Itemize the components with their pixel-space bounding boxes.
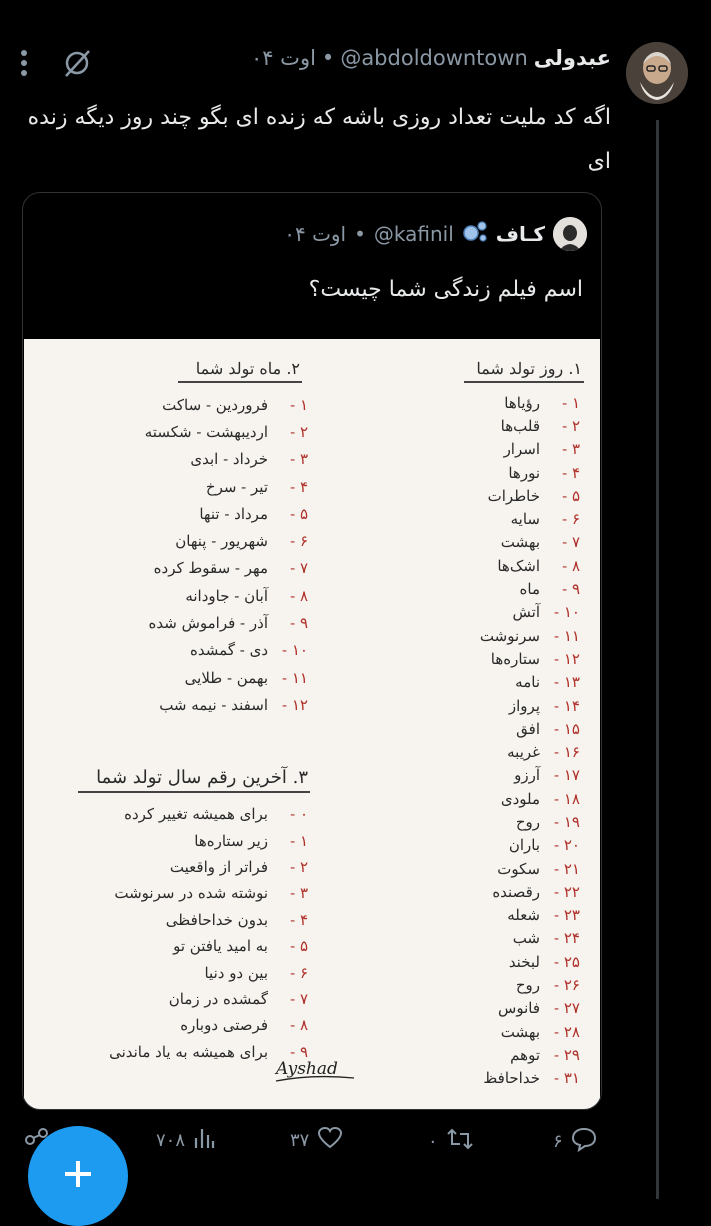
repost-button[interactable] bbox=[428, 1126, 474, 1157]
list-item-number: ۲۷ - bbox=[554, 999, 580, 1018]
list-item-text: خاطرات bbox=[487, 486, 540, 505]
list-item-number: ۶ - bbox=[562, 510, 580, 529]
list-item-number: ۷ - bbox=[290, 559, 308, 578]
list-item-text: فروردین - ساکت bbox=[162, 395, 268, 414]
list-item-text: فانوس bbox=[498, 999, 540, 1018]
list-item-number: ۱۵ - bbox=[554, 719, 580, 738]
list-item-text: بهشت bbox=[500, 1022, 540, 1041]
list-item-text: فراتر از واقعیت bbox=[169, 857, 268, 876]
list-item-number: ۳۱ - bbox=[554, 1069, 580, 1088]
list-item bbox=[430, 787, 580, 810]
list-item-text: خرداد - ابدی bbox=[190, 450, 268, 469]
list-item-text: بین دو دنیا bbox=[204, 963, 268, 982]
quote-text: اسم فیلم زندگی شما چیست؟ bbox=[308, 277, 583, 302]
list-item-text: مهر - سقوط کرده bbox=[153, 559, 268, 578]
list-item-text: آبان - جاودانه bbox=[185, 586, 268, 605]
list-item-text: ستاره‌ها bbox=[490, 649, 540, 668]
list-item-number: ۲۳ - bbox=[554, 906, 580, 925]
list-item-text: افق bbox=[516, 719, 540, 738]
list-item bbox=[48, 959, 308, 985]
list-item-number: ۷ - bbox=[290, 989, 308, 1008]
list-item bbox=[430, 554, 580, 577]
list-item-text: روح bbox=[515, 812, 540, 831]
list-item bbox=[48, 801, 308, 827]
list-item-text: اردیبهشت - شکسته bbox=[144, 422, 268, 441]
list-item-number: ۱ - bbox=[290, 831, 308, 850]
quote-avatar[interactable] bbox=[553, 217, 587, 251]
quoted-tweet[interactable] bbox=[22, 192, 602, 1110]
dot-separator: • bbox=[321, 46, 335, 70]
list-item bbox=[430, 414, 580, 437]
list-item-text: شهریور - پنهان bbox=[175, 532, 268, 551]
author-name[interactable]: عبدولی bbox=[533, 46, 611, 70]
list-item-text: تیر - سرخ bbox=[205, 477, 268, 496]
list-item-number: ۳ - bbox=[290, 884, 308, 903]
list-item-number: ۶ - bbox=[290, 532, 308, 551]
views-icon bbox=[193, 1126, 215, 1155]
list-item-number: ۵ - bbox=[290, 504, 308, 523]
list-item-text: سایه bbox=[510, 510, 540, 529]
list-item-number: ۴ - bbox=[290, 910, 308, 929]
list-item-number: ۱۶ - bbox=[554, 743, 580, 762]
list-item-number: ۱۴ - bbox=[554, 696, 580, 715]
list-item-text: رؤیاها bbox=[504, 393, 540, 412]
list-item-text: اسرار bbox=[503, 440, 540, 459]
list-item bbox=[58, 691, 308, 718]
tweet-controls bbox=[20, 48, 92, 82]
plus-icon bbox=[61, 1157, 95, 1195]
month-title-underline bbox=[178, 381, 302, 383]
list-item bbox=[58, 446, 308, 473]
author-avatar[interactable] bbox=[626, 42, 688, 104]
list-item-text: بهشت bbox=[500, 533, 540, 552]
list-item-number: ۵ - bbox=[290, 937, 308, 956]
list-item-text: گمشده در زمان bbox=[168, 989, 268, 1008]
list-item-number: ۲ - bbox=[562, 416, 580, 435]
list-item bbox=[430, 577, 580, 600]
list-item bbox=[430, 694, 580, 717]
list-item bbox=[430, 507, 580, 530]
list-item bbox=[48, 880, 308, 906]
compose-button[interactable] bbox=[28, 1126, 128, 1226]
list-item bbox=[48, 854, 308, 880]
list-item bbox=[430, 1067, 580, 1090]
list-item bbox=[430, 531, 580, 554]
list-item-text: سکوت bbox=[497, 859, 540, 878]
list-item bbox=[58, 609, 308, 636]
list-item-number: ۱۱ - bbox=[282, 668, 308, 687]
year-title-underline bbox=[78, 791, 310, 793]
list-item bbox=[430, 484, 580, 507]
list-item bbox=[430, 904, 580, 927]
list-item-number: ۲۴ - bbox=[554, 929, 580, 948]
list-item-number: ۰ - bbox=[290, 805, 308, 824]
list-item-number: ۹ - bbox=[290, 1042, 308, 1061]
dot-separator: • bbox=[354, 222, 366, 246]
list-item-number: ۹ - bbox=[562, 580, 580, 599]
list-item bbox=[430, 764, 580, 787]
list-item bbox=[48, 907, 308, 933]
month-list bbox=[58, 391, 308, 719]
list-item bbox=[48, 827, 308, 853]
repost-icon bbox=[446, 1126, 474, 1157]
repost-count: ۰ bbox=[428, 1131, 438, 1152]
list-item-text: آرزو bbox=[514, 766, 540, 785]
day-list bbox=[430, 391, 580, 1090]
list-item-number: ۷ - bbox=[562, 533, 580, 552]
list-item bbox=[430, 391, 580, 414]
list-item-text: پرواز bbox=[508, 696, 540, 715]
signature bbox=[272, 1050, 362, 1094]
list-item-text: خداحافظ bbox=[483, 1069, 540, 1088]
list-item-text: باران bbox=[508, 836, 540, 855]
like-icon bbox=[317, 1126, 343, 1155]
list-item-text: برای همیشه به یاد ماندنی bbox=[109, 1042, 268, 1061]
list-item bbox=[48, 986, 308, 1012]
list-item bbox=[430, 671, 580, 694]
list-item bbox=[58, 391, 308, 418]
list-item bbox=[430, 1020, 580, 1043]
like-button[interactable] bbox=[290, 1126, 343, 1155]
list-item-text: اشک‌ها bbox=[497, 556, 540, 575]
list-item-number: ۲ - bbox=[290, 422, 308, 441]
list-item-text: آتش bbox=[512, 603, 540, 622]
list-item bbox=[430, 740, 580, 763]
year-section-title: ۳. آخرین رقم سال تولد شما bbox=[96, 767, 308, 788]
signature-text: Ayshad bbox=[276, 1059, 338, 1079]
quote-author-handle[interactable]: @kafinil bbox=[373, 222, 454, 246]
reply-button[interactable] bbox=[553, 1126, 597, 1157]
list-item-text: توهم bbox=[510, 1045, 540, 1064]
list-item-number: ۲۵ - bbox=[554, 952, 580, 971]
list-item-text: نامه bbox=[515, 673, 540, 692]
list-item-number: ۳ - bbox=[290, 450, 308, 469]
list-item bbox=[430, 973, 580, 996]
list-item-text: دی - گمشده bbox=[190, 641, 268, 660]
reply-count: ۶ bbox=[553, 1131, 563, 1152]
list-item bbox=[430, 810, 580, 833]
list-item-text: آذر - فراموش شده bbox=[148, 614, 268, 633]
list-item bbox=[58, 473, 308, 500]
tweet-text: اگه کد ملیت تعداد روزی باشه که زنده ای بگو چند روز دیگه زنده ای bbox=[27, 105, 611, 174]
tweet-header bbox=[251, 46, 611, 70]
list-item-number: ۲۶ - bbox=[554, 976, 580, 995]
day-section-title: ۱. روز تولد شما bbox=[476, 359, 582, 378]
list-item-number: ۳ - bbox=[562, 440, 580, 459]
quote-image[interactable] bbox=[24, 339, 600, 1109]
list-item-number: ۲۹ - bbox=[554, 1045, 580, 1064]
list-item-number: ۲۱ - bbox=[554, 859, 580, 878]
list-item bbox=[430, 438, 580, 461]
list-item-number: ۱ - bbox=[290, 395, 308, 414]
list-item bbox=[430, 857, 580, 880]
list-item-number: ۸ - bbox=[290, 1016, 308, 1035]
author-handle[interactable]: @abdoldowntown bbox=[340, 46, 528, 70]
list-item-number: ۱۱ - bbox=[554, 626, 580, 645]
list-item-text: سرنوشت bbox=[479, 626, 540, 645]
list-item-text: ماه bbox=[519, 580, 540, 599]
list-item-number: ۱۳ - bbox=[554, 673, 580, 692]
list-item-text: قلب‌ها bbox=[500, 416, 540, 435]
list-item-text: برای همیشه تغییر کرده bbox=[124, 805, 268, 824]
list-item-number: ۵ - bbox=[562, 486, 580, 505]
quote-header bbox=[284, 217, 587, 251]
list-item bbox=[430, 880, 580, 903]
more-icon[interactable] bbox=[20, 49, 28, 81]
list-item-text: بدون خداحافظی bbox=[165, 910, 268, 929]
list-item-number: ۶ - bbox=[290, 963, 308, 982]
like-count: ۳۷ bbox=[290, 1130, 310, 1151]
list-item-number: ۱۷ - bbox=[554, 766, 580, 785]
list-item bbox=[48, 933, 308, 959]
list-item-number: ۲۰ - bbox=[554, 836, 580, 855]
list-item bbox=[430, 601, 580, 624]
list-item bbox=[430, 927, 580, 950]
list-item-number: ۹ - bbox=[290, 614, 308, 633]
list-item-number: ۸ - bbox=[290, 586, 308, 605]
list-item bbox=[58, 582, 308, 609]
views-count: ۷۰۸ bbox=[156, 1130, 186, 1151]
list-item-number: ۱۲ - bbox=[554, 649, 580, 668]
list-item-text: مرداد - تنها bbox=[199, 504, 268, 523]
list-item bbox=[48, 1012, 308, 1038]
list-item bbox=[58, 555, 308, 582]
tweet-date[interactable]: ۰۴ اوت bbox=[250, 46, 316, 70]
list-item-number: ۴ - bbox=[290, 477, 308, 496]
list-item-number: ۸ - bbox=[562, 556, 580, 575]
list-item bbox=[430, 461, 580, 484]
list-item-number: ۱۰ - bbox=[282, 641, 308, 660]
list-item-text: به امید یافتن تو bbox=[173, 937, 268, 956]
reply-icon bbox=[571, 1126, 597, 1157]
list-item-number: ۲۲ - bbox=[554, 882, 580, 901]
list-item-text: شب bbox=[512, 929, 540, 948]
list-item bbox=[58, 637, 308, 664]
list-item-text: نورها bbox=[508, 463, 540, 482]
list-item bbox=[58, 527, 308, 554]
list-item bbox=[430, 1043, 580, 1066]
list-item-text: ملودی bbox=[500, 789, 540, 808]
list-item-number: ۴ - bbox=[562, 463, 580, 482]
list-item-number: ۲۸ - bbox=[554, 1022, 580, 1041]
list-item bbox=[58, 418, 308, 445]
list-item-text: بهمن - طلایی bbox=[184, 668, 268, 687]
bubbles-icon bbox=[462, 220, 488, 249]
list-item-text: شعله bbox=[507, 906, 540, 925]
list-item bbox=[48, 1039, 308, 1065]
list-item bbox=[58, 664, 308, 691]
list-item bbox=[430, 834, 580, 857]
list-item bbox=[430, 647, 580, 670]
list-item-number: ۱۸ - bbox=[554, 789, 580, 808]
year-list bbox=[48, 801, 308, 1065]
grok-icon[interactable] bbox=[62, 48, 92, 82]
list-item-number: ۱۰ - bbox=[554, 603, 580, 622]
list-item-text: فرصتی دوباره bbox=[180, 1016, 268, 1035]
thread-line bbox=[656, 120, 659, 1199]
list-item-text: اسفند - نیمه شب bbox=[159, 695, 268, 714]
list-item bbox=[430, 950, 580, 973]
list-item-number: ۱۲ - bbox=[282, 695, 308, 714]
list-item-number: ۲ - bbox=[290, 857, 308, 876]
list-item-number: ۱۹ - bbox=[554, 812, 580, 831]
list-item-text: روح bbox=[515, 976, 540, 995]
quote-author-name[interactable]: کـاف bbox=[495, 222, 545, 246]
list-item bbox=[430, 997, 580, 1020]
quote-date[interactable]: ۰۴ اوت bbox=[284, 222, 347, 246]
day-title-underline bbox=[464, 381, 584, 383]
month-section-title: ۲. ماه تولد شما bbox=[195, 359, 300, 378]
list-item-text: نوشته شده در سرنوشت bbox=[114, 884, 268, 903]
views-button[interactable] bbox=[156, 1126, 215, 1155]
list-item bbox=[58, 500, 308, 527]
list-item-text: رقصنده bbox=[492, 882, 540, 901]
list-item-text: زیر ستاره‌ها bbox=[194, 831, 268, 850]
list-item bbox=[430, 717, 580, 740]
list-item-text: غریبه bbox=[507, 743, 540, 762]
list-item bbox=[430, 624, 580, 647]
list-item-text: لبخند bbox=[508, 952, 540, 971]
list-item-number: ۱ - bbox=[562, 393, 580, 412]
